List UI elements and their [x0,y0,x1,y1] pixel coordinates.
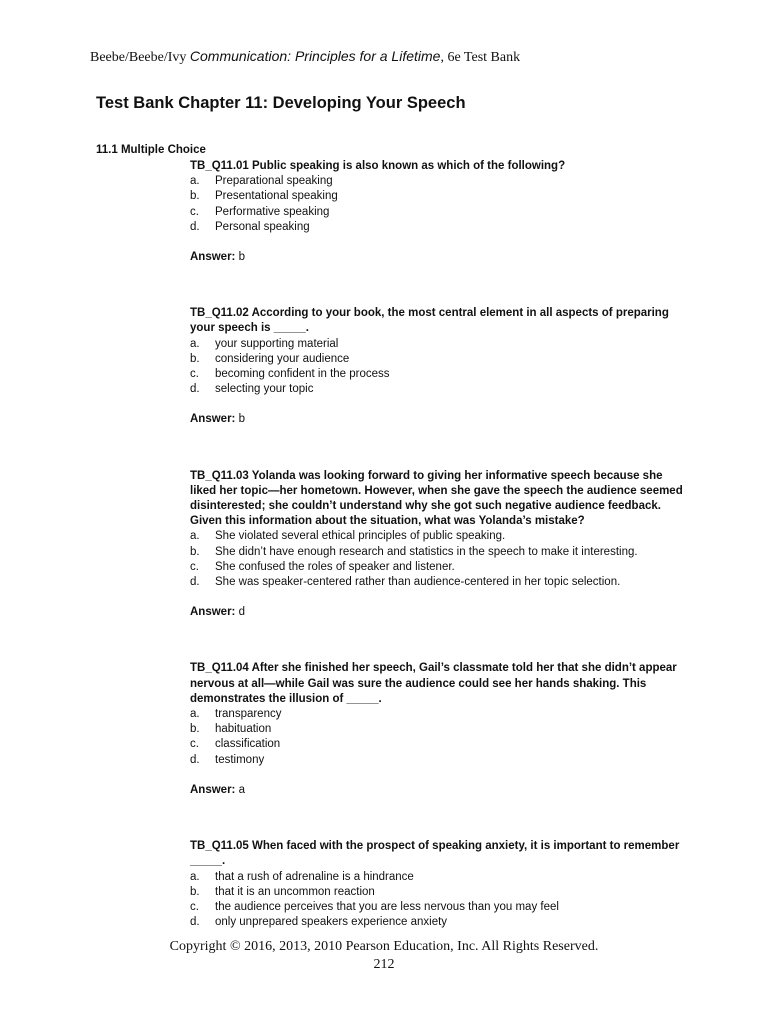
option-list [190,529,690,590]
option-list [190,707,690,768]
option-letter: d. [190,753,200,766]
question-1 [190,159,690,265]
option-a [190,337,690,352]
option-text: Personal speaking [215,220,310,233]
option-letter: b. [190,885,200,898]
option-c [190,900,690,915]
option-d [190,915,690,930]
option-d [190,220,690,235]
option-text: considering your audience [215,352,350,365]
option-text: testimony [215,753,265,766]
question-4 [190,661,690,798]
question-text: TB_Q11.03 Yolanda was looking forward to giving her informative speech because she liked her topic—her hometown. However, when she gave the speech the audience seemed disinterested; she couldn’t understand why she got such negative audience feedback. Given this information about the situation, what was Yolanda’s mistake? [190,469,683,528]
option-list [190,337,690,398]
option-letter: c. [190,900,199,913]
question-list [190,159,690,971]
option-a [190,870,690,885]
option-letter: b. [190,723,200,736]
option-b [190,545,690,560]
option-a [190,174,690,189]
section-heading: 11.1 Multiple Choice [96,144,206,156]
option-text: selecting your topic [215,383,314,396]
option-text: Preparational speaking [215,175,333,188]
option-letter: a. [190,337,200,350]
option-letter: c. [190,560,199,573]
option-text: Performative speaking [215,205,330,218]
option-letter: a. [190,175,200,188]
question-text: TB_Q11.01 Public speaking is also known as which of the following? [190,160,566,172]
option-text: that it is an uncommon reaction [215,885,375,898]
header-authors: Beebe/Beebe/Ivy [90,50,190,65]
header-book-title: Communication: Principles for a Lifetime [189,48,441,64]
option-text: that a rush of adrenaline is a hindrance [215,870,414,883]
option-letter: d. [190,576,200,589]
answer-value: b [238,251,245,264]
option-c [190,560,690,575]
question-5 [190,839,690,930]
option-letter: d. [190,383,200,396]
option-text: transparency [215,708,282,721]
option-text: your supporting material [215,337,339,350]
option-text: the audience perceives that you are less nervous than you may feel [215,900,559,913]
option-d [190,382,690,397]
option-text: She violated several ethical principles of public speaking. [215,530,506,543]
answer-label: Answer: [190,783,236,796]
answer-line [190,605,690,620]
option-text: classification [215,738,281,751]
question-text: TB_Q11.02 According to your book, the most central element in all aspects of preparing your speech is _____. [190,307,669,335]
page-footer [0,938,768,973]
answer-value: a [238,783,245,796]
option-letter: d. [190,220,200,233]
question-text: TB_Q11.05 When faced with the prospect of speaking anxiety, it is important to remember _____. [190,840,680,868]
option-text: Presentational speaking [215,190,338,203]
answer-label: Answer: [190,413,236,426]
option-b [190,352,690,367]
page-number: 212 [373,956,395,972]
answer-label: Answer: [190,251,236,264]
answer-value: d [238,606,245,619]
option-text: becoming confident in the process [215,368,390,381]
option-a [190,529,690,544]
option-letter: b. [190,190,200,203]
answer-line [190,250,690,265]
option-b [190,189,690,204]
option-d [190,575,690,590]
running-header [90,48,520,66]
option-c [190,737,690,752]
option-text: habituation [215,723,272,736]
option-letter: a. [190,708,200,721]
option-b [190,722,690,737]
answer-line [190,412,690,427]
option-text: She was speaker-centered rather than audience-centered in her topic selection. [215,576,621,589]
option-b [190,885,690,900]
option-c [190,205,690,220]
answer-line [190,783,690,798]
answer-value: b [238,413,245,426]
option-d [190,753,690,768]
option-letter: c. [190,368,199,381]
option-letter: b. [190,545,200,558]
header-suffix: , 6e Test Bank [440,50,521,65]
answer-label: Answer: [190,606,236,619]
option-text: only unprepared speakers experience anxiety [215,916,448,929]
copyright-notice: Copyright © 2016, 2013, 2010 Pearson Education, Inc. All Rights Reserved. [169,939,599,954]
option-c [190,367,690,382]
option-letter: c. [190,205,199,218]
option-list [190,174,690,235]
option-letter: b. [190,352,200,365]
option-letter: a. [190,530,200,543]
option-text: She didn’t have enough research and statistics in the speech to make it interesting. [215,545,638,558]
question-3 [190,469,690,621]
option-letter: a. [190,870,200,883]
question-text: TB_Q11.04 After she finished her speech, Gail’s classmate told her that she didn’t appear nervous at all—while Gail was sure the audience could see her hands shaking. This demonstrates the illusion of _____. [190,662,677,705]
question-2 [190,306,690,427]
chapter-title: Test Bank Chapter 11: Developing Your Speech [96,94,466,112]
option-letter: d. [190,916,200,929]
option-list [190,870,690,931]
option-a [190,707,690,722]
option-text: She confused the roles of speaker and listener. [215,560,455,573]
option-letter: c. [190,738,199,751]
